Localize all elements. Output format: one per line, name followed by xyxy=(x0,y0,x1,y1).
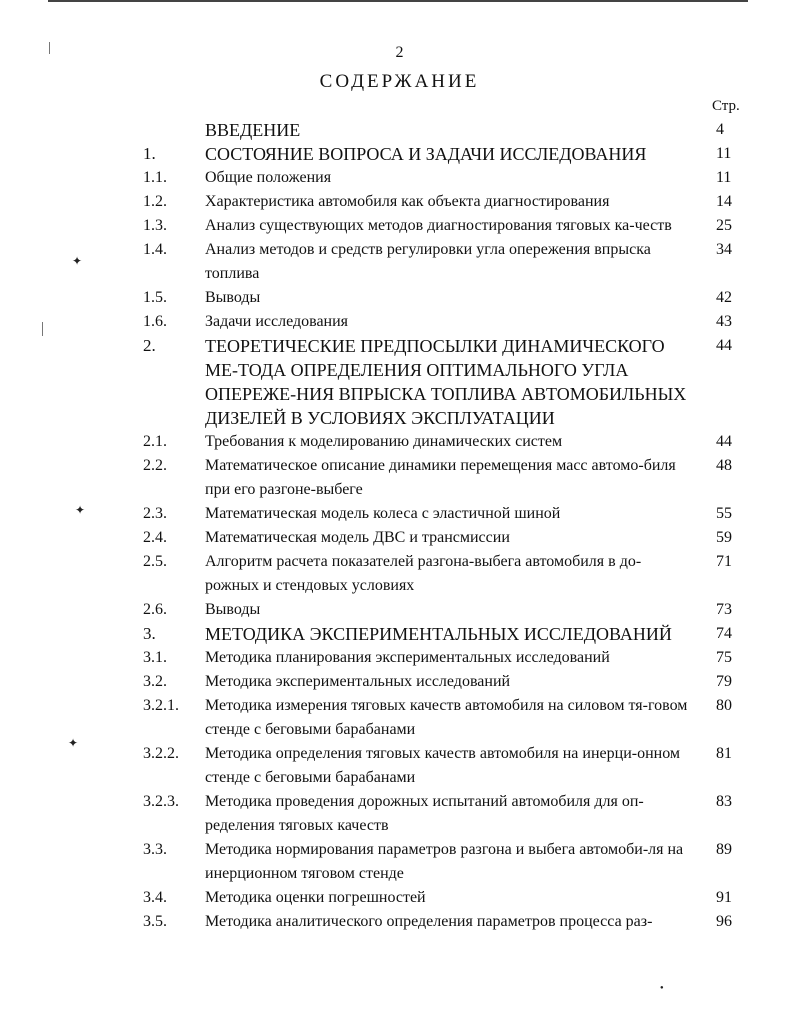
toc-page-number: 80 xyxy=(716,697,732,714)
toc-section-title: Методика измерения тяговых качеств автомобиля на силовом тя-говом стенде с беговыми барабанами xyxy=(205,697,688,738)
toc-row xyxy=(0,910,799,934)
toc-row xyxy=(0,238,799,286)
toc-section-number: 2.5. xyxy=(143,553,167,570)
toc-section-title: Выводы xyxy=(205,289,261,306)
toc-page-number: 91 xyxy=(716,889,732,906)
toc-section-title: Выводы xyxy=(205,601,261,618)
toc-row xyxy=(0,838,799,886)
toc-section-title: МЕТОДИКА ЭКСПЕРИМЕНТАЛЬНЫХ ИССЛЕДОВАНИЙ xyxy=(205,624,672,644)
toc-section-number: 2.2. xyxy=(143,457,167,474)
toc-section-title: Требования к моделированию динамических систем xyxy=(205,433,563,450)
toc-row xyxy=(0,670,799,694)
scan-speck: ✦ xyxy=(75,503,86,517)
toc-section-title: Методика планирования экспериментальных исследований xyxy=(205,649,610,666)
toc-section-title: ВВЕДЕНИЕ xyxy=(205,120,301,140)
page-title: СОДЕРЖАНИЕ xyxy=(319,71,480,92)
toc-section-title: СОСТОЯНИЕ ВОПРОСА И ЗАДАЧИ ИССЛЕДОВАНИЯ xyxy=(205,144,647,164)
toc-row xyxy=(0,118,799,142)
toc-row xyxy=(0,334,799,430)
table-of-contents xyxy=(0,118,799,934)
toc-page-number: 74 xyxy=(716,625,732,642)
toc-section-number: 2.6. xyxy=(143,601,167,618)
scan-mark xyxy=(49,42,50,54)
scan-speck: ● xyxy=(660,985,664,991)
toc-section-title: Математическая модель ДВС и трансмиссии xyxy=(205,529,510,546)
toc-section-number: 1. xyxy=(143,144,156,163)
toc-row xyxy=(0,646,799,670)
toc-page-number: 55 xyxy=(716,505,732,522)
page-column-label: Стр. xyxy=(712,98,740,114)
toc-page-number: 43 xyxy=(716,313,732,330)
toc-row xyxy=(0,454,799,502)
toc-section-number: 1.5. xyxy=(143,289,167,306)
toc-section-title: Алгоритм расчета показателей разгона-выбега автомобиля в до-рожных и стендовых условиях xyxy=(205,553,642,594)
toc-section-number: 2.3. xyxy=(143,505,167,522)
toc-row xyxy=(0,286,799,310)
toc-section-number: 3.2.1. xyxy=(143,697,179,714)
toc-section-number: 2. xyxy=(143,336,156,355)
toc-section-number: 3. xyxy=(143,624,156,643)
toc-row xyxy=(0,166,799,190)
toc-page-number: 44 xyxy=(716,337,732,354)
toc-row xyxy=(0,550,799,598)
toc-section-title: Методика оценки погрешностей xyxy=(205,889,426,906)
toc-page-number: 75 xyxy=(716,649,732,666)
toc-page-number: 34 xyxy=(716,241,732,258)
toc-section-title: Методика нормирования параметров разгона и выбега автомоби-ля на инерционном тяговом стенде xyxy=(205,841,684,882)
toc-page-number: 42 xyxy=(716,289,732,306)
toc-section-title: Анализ методов и средств регулировки угла опережения впрыска топлива xyxy=(205,241,651,282)
toc-section-number: 3.1. xyxy=(143,649,167,666)
toc-section-number: 3.3. xyxy=(143,841,167,858)
toc-section-number: 2.1. xyxy=(143,433,167,450)
toc-section-number: 2.4. xyxy=(143,529,167,546)
toc-page-number: 48 xyxy=(716,457,732,474)
toc-row xyxy=(0,598,799,622)
toc-row xyxy=(0,214,799,238)
toc-section-number: 1.4. xyxy=(143,241,167,258)
toc-page-number: 83 xyxy=(716,793,732,810)
toc-section-title: Методика аналитического определения параметров процесса раз- xyxy=(205,913,653,930)
toc-section-title: Методика экспериментальных исследований xyxy=(205,673,511,690)
toc-page-number: 25 xyxy=(716,217,732,234)
scan-speck: ✦ xyxy=(72,254,83,268)
toc-section-number: 3.4. xyxy=(143,889,167,906)
toc-row xyxy=(0,430,799,454)
scan-speck: ✦ xyxy=(68,736,79,750)
toc-page-number: 81 xyxy=(716,745,732,762)
toc-page-number: 14 xyxy=(716,193,732,210)
toc-row xyxy=(0,310,799,334)
toc-page-number: 71 xyxy=(716,553,732,570)
toc-section-number: 3.5. xyxy=(143,913,167,930)
toc-page-number: 73 xyxy=(716,601,732,618)
scan-mark xyxy=(42,322,43,336)
toc-page-number: 11 xyxy=(716,145,732,162)
toc-section-number: 1.6. xyxy=(143,313,167,330)
toc-section-title: Методика проведения дорожных испытаний автомобиля для оп-ределения тяговых качеств xyxy=(205,793,644,834)
toc-row xyxy=(0,190,799,214)
toc-page-number: 79 xyxy=(716,673,732,690)
toc-page-number: 44 xyxy=(716,433,732,450)
toc-section-number: 3.2. xyxy=(143,673,167,690)
toc-row xyxy=(0,742,799,790)
toc-page-number: 11 xyxy=(716,169,732,186)
toc-section-number: 1.1. xyxy=(143,169,167,186)
toc-row xyxy=(0,526,799,550)
toc-section-title: Математическое описание динамики перемещения масс автомо-биля при его разгоне-выбеге xyxy=(205,457,676,498)
scan-top-border xyxy=(48,0,748,2)
toc-page-number: 59 xyxy=(716,529,732,546)
toc-row xyxy=(0,142,799,166)
toc-section-title: Задачи исследования xyxy=(205,313,349,330)
page-number: 2 xyxy=(395,44,404,61)
toc-section-title: Характеристика автомобиля как объекта диагностирования xyxy=(205,193,610,210)
toc-section-title: ТЕОРЕТИЧЕСКИЕ ПРЕДПОСЫЛКИ ДИНАМИЧЕСКОГО МЕ-ТОДА ОПРЕДЕЛЕНИЯ ОПТИМАЛЬНОГО УГЛА ОПЕРЕЖЕ-НИЯ ВПРЫСКА ТОПЛИВА АВТОМОБИЛЬНЫХ ДИЗЕЛЕЙ В УСЛОВИЯХ ЭКСПЛУАТАЦИИ xyxy=(205,336,687,428)
toc-row xyxy=(0,694,799,742)
toc-row xyxy=(0,886,799,910)
toc-row xyxy=(0,622,799,646)
toc-section-title: Методика определения тяговых качеств автомобиля на инерци-онном стенде с беговыми барабанами xyxy=(205,745,681,786)
toc-section-number: 1.2. xyxy=(143,193,167,210)
toc-section-number: 3.2.3. xyxy=(143,793,179,810)
toc-row xyxy=(0,790,799,838)
toc-section-number: 3.2.2. xyxy=(143,745,179,762)
toc-page-number: 96 xyxy=(716,913,732,930)
toc-section-title: Математическая модель колеса с эластичной шиной xyxy=(205,505,561,522)
toc-row xyxy=(0,502,799,526)
toc-page-number: 4 xyxy=(716,121,724,138)
toc-section-number: 1.3. xyxy=(143,217,167,234)
toc-section-title: Анализ существующих методов диагностирования тяговых ка-честв xyxy=(205,217,672,234)
toc-section-title: Общие положения xyxy=(205,169,332,186)
toc-page-number: 89 xyxy=(716,841,732,858)
